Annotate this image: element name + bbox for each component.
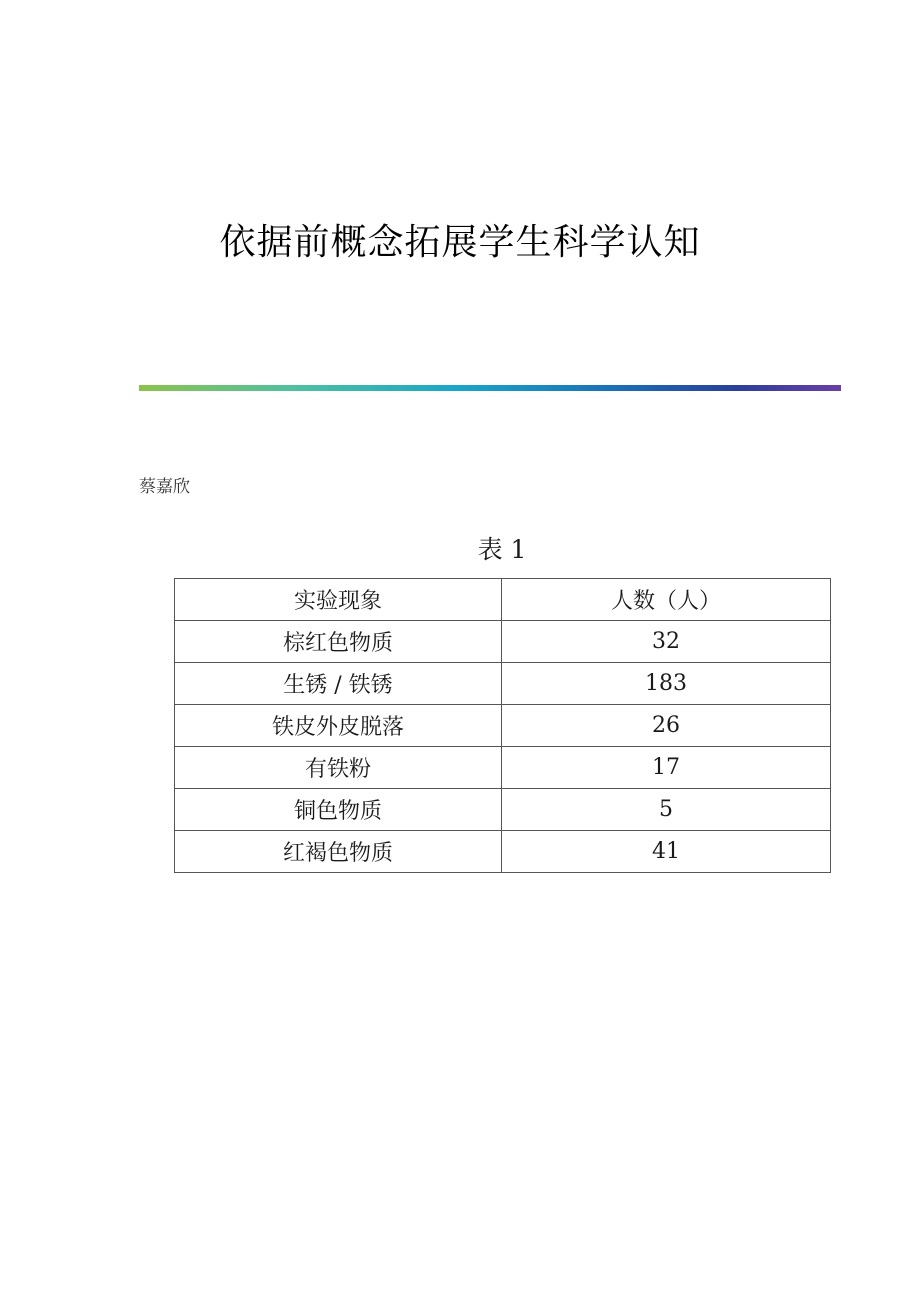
author-name: 蔡嘉欣	[139, 477, 190, 497]
count-cell: 5	[501, 789, 830, 831]
header-count: 人数（人）	[501, 579, 830, 621]
count-cell: 26	[501, 705, 830, 747]
table-row	[175, 705, 831, 747]
table-row	[175, 747, 831, 789]
phenomenon-cell: 生锈 / 铁锈	[175, 663, 502, 705]
count-cell: 17	[501, 747, 830, 789]
table-header-row	[175, 579, 831, 621]
table-row	[175, 621, 831, 663]
table-row	[175, 831, 831, 873]
phenomenon-cell: 有铁粉	[175, 747, 502, 789]
title-divider	[139, 385, 841, 391]
count-cell: 183	[501, 663, 830, 705]
table-row	[175, 663, 831, 705]
phenomenon-table	[174, 578, 831, 873]
phenomenon-cell: 铜色物质	[175, 789, 502, 831]
document-title: 依据前概念拓展学生科学认知	[219, 222, 701, 263]
count-cell: 32	[501, 621, 830, 663]
phenomenon-cell: 铁皮外皮脱落	[175, 705, 502, 747]
phenomenon-cell: 棕红色物质	[175, 621, 502, 663]
phenomenon-cell: 红褐色物质	[175, 831, 502, 873]
count-cell: 41	[501, 831, 830, 873]
table-caption: 表 1	[477, 535, 527, 564]
table-row	[175, 789, 831, 831]
header-phenomenon: 实验现象	[175, 579, 502, 621]
